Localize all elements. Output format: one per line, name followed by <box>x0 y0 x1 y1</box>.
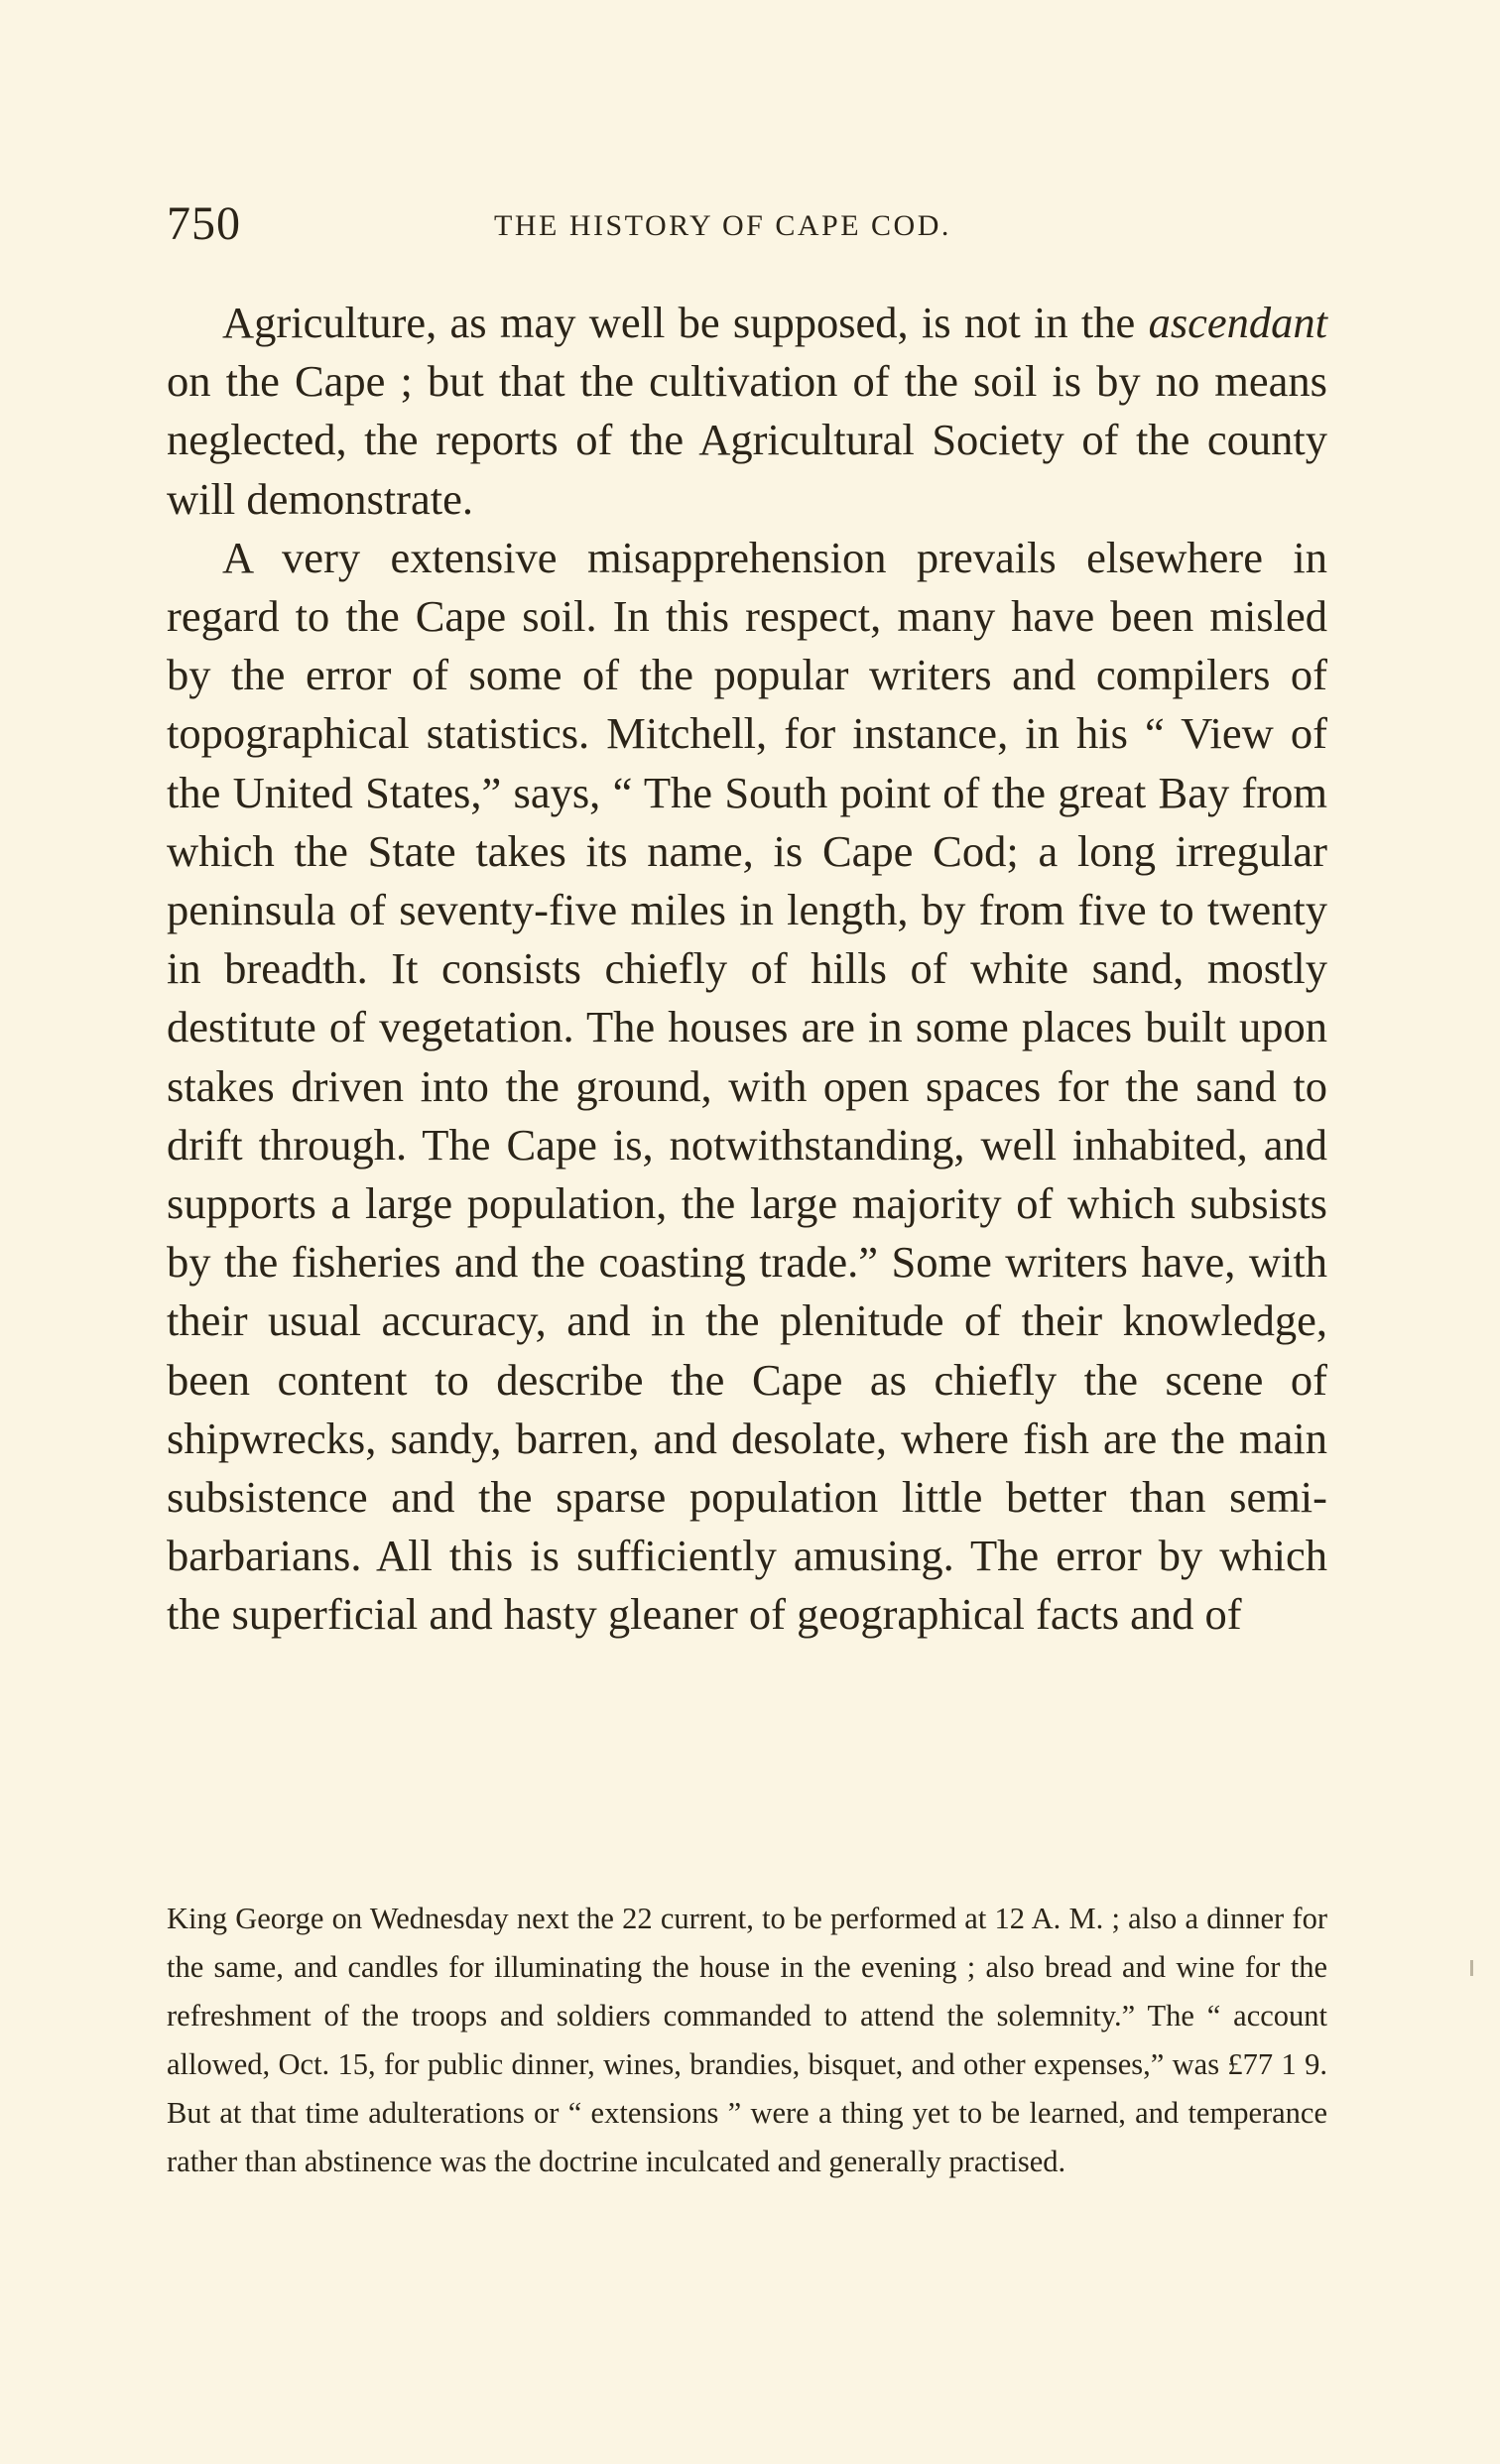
paragraph-lead: Agriculture, as may well be supposed, is not in the <box>222 298 1149 347</box>
paragraph-agriculture <box>167 294 1327 529</box>
page-number: 750 <box>167 197 241 250</box>
italic-word: ascendant <box>1148 298 1327 347</box>
footnote <box>167 1895 1327 2186</box>
paragraph-rest: on the Cape ; but that the cultivation of the soil is by no means neglected, the reports of the Agricultural Society of the county will demonstrate. <box>167 356 1327 524</box>
footnote-text: King George on Wednesday next the 22 current, to be performed at 12 A. M. ; also a dinner for the same, and candles for illuminating the house in the evening ; also bread and wine for the refreshment of the troops and soldiers commanded to attend the solemnity.” The “ account allowed, Oct. 15, for public dinner, wines, brandies, bisquet, and other expenses,” was £77 1 9. But at that time adulterations or “ extensions ” were a thing yet to be learned, and temperance rather than abstinence was the doctrine inculcated and generally practised. <box>167 1902 1327 2178</box>
main-text <box>167 294 1327 1645</box>
margin-mark <box>1470 1960 1473 1976</box>
page-header <box>167 194 1327 254</box>
paragraph-misapprehension: A very extensive misapprehension prevails elsewhere in regard to the Cape soil. In this respect, many have been misled by the error of some of the popular writers and compilers of topographical statistics. Mitchell, for instance, in his “ View of the United States,” says, “ The South point of the great Bay from which the State takes its name, is Cape Cod; a long irregular peninsula of seventy-five miles in length, by from five to twenty in breadth. It consists chiefly of hills of white sand, mostly destitute of vegetation. The houses are in some places built upon stakes driven into the ground, with open spaces for the sand to drift through. The Cape is, notwithstanding, well inhabited, and supports a large population, the large majority of which subsists by the fisheries and the coasting trade.” Some writers have, with their usual accuracy, and in the plenitude of their knowledge, been content to describe the Cape as chiefly the scene of shipwrecks, sandy, barren, and desolate, where fish are the main subsistence and the sparse population little better than semi-barbarians. All this is sufficiently amusing. The error by which the superficial and hasty gleaner of geographical facts and of <box>167 532 1327 1640</box>
running-title: THE HISTORY OF CAPE COD. <box>494 209 951 242</box>
